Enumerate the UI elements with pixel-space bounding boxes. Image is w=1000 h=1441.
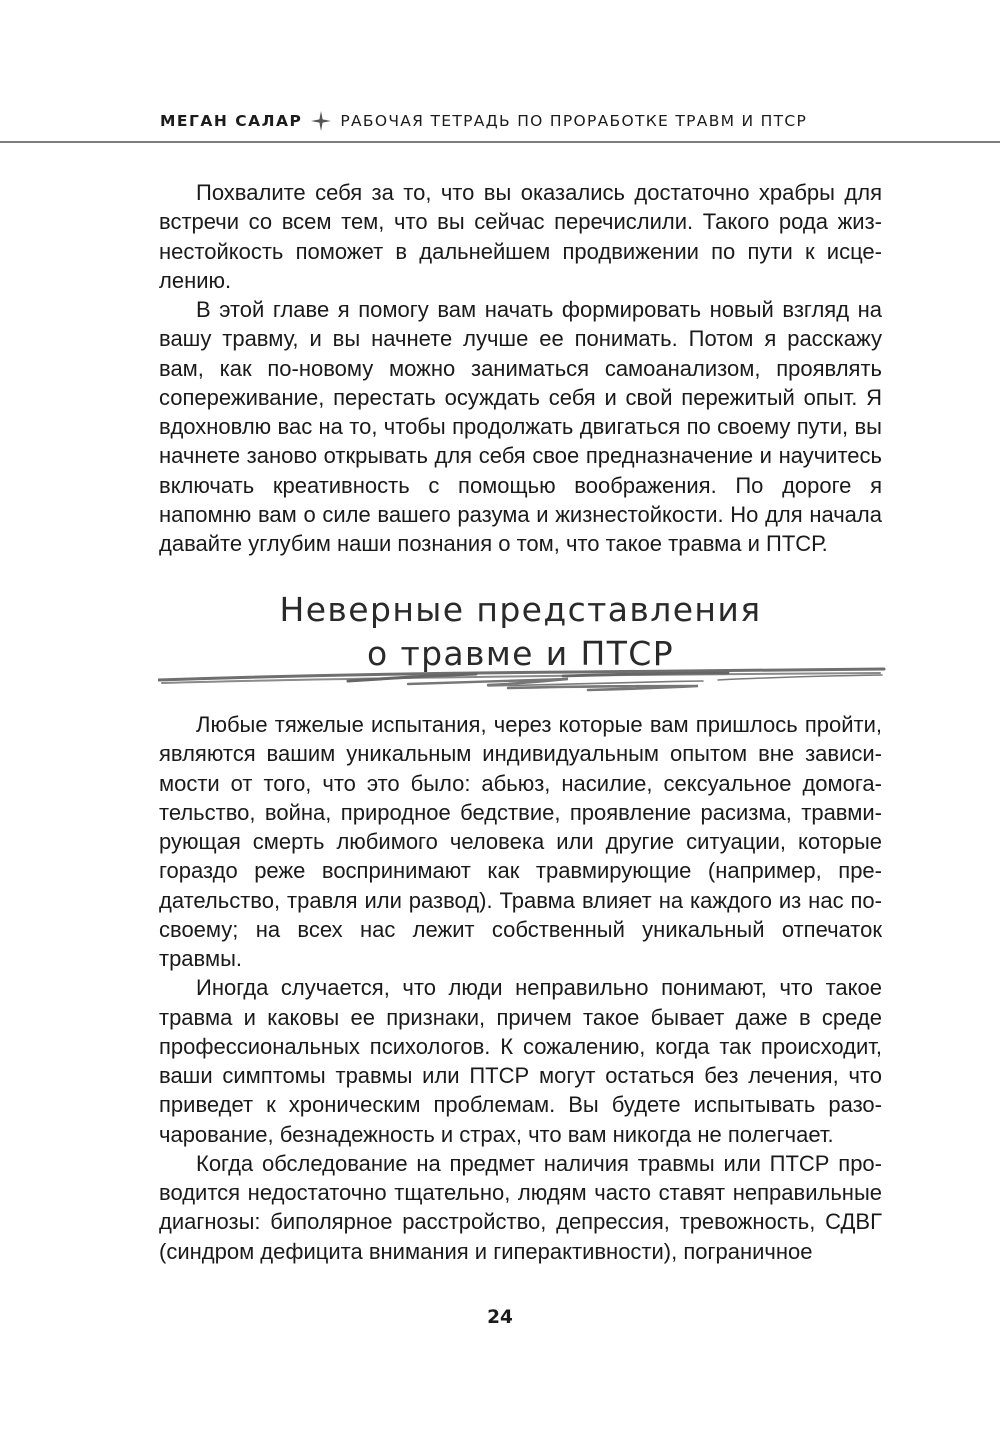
- four-point-star-icon: [310, 110, 332, 132]
- section-paragraph-3: Когда обследование на предмет наличия травмы или ПТСР проводится недостаточно тщательно, людям часто ставят неправильные диагнозы: биполярное расстройство, депрессия, тревожность, СДВГ (синдром дефицита внимания и гиперактивности), пограничное: [159, 1150, 882, 1264]
- header-book-title: РАБОЧАЯ ТЕТРАДЬ ПО ПРОРАБОТКЕ ТРАВМ И ПТСР: [340, 112, 808, 130]
- header-author: МЕГАН САЛАР: [160, 112, 303, 130]
- header-rule: [0, 141, 1000, 143]
- intro-paragraph-2: В этой главе я помогу вам начать формировать новый взгляд на вашу травму, и вы начнете лучше ее понимать. Потом я расскажу вам, как по-новому можно заниматься самоанализом, проявлять сопереживание, перестать осуждать себя и свой пережитый опыт. Я вдохновлю вас на то, чтобы продолжать двигаться по своему пути, вы начнете заново открывать для себя свое предназначение и научитесь включать креативность с помощью воображения. По дороге я напомню вам о силе вашего разума и жизнестойкости. Но для начала давайте углубим наши познания о том, что такое травма и ПТСР.: [159, 297, 882, 556]
- section-title-line-1: Неверные представления: [279, 590, 762, 629]
- section-paragraph-1: Любые тяжелые испытания, через которые вам пришлось пройти, являются вашим уникальным индивидуальным опытом вне зависимости от того, что это было: абьюз, насилие, сексуальное домогательство, война, природное бедствие, проявление расизма, травмирующая смерть любимого человека или другие ситуации, которые гораздо реже воспринимают как травмирующие (например, предательство, травля или развод). Травма влияет на каждого из нас по-своему; на всех нас лежит собственный уникальный отпечаток травмы.: [159, 712, 882, 971]
- brush-stroke-divider-icon: [158, 662, 886, 694]
- intro-text: [159, 178, 882, 558]
- section-paragraph-2: Иногда случается, что люди неправильно понимают, что такое травма и каковы ее признаки, причем такое бывает даже в среде профессиональных психологов. К сожалению, когда так происходит, ваши симптомы травмы или ПТСР могут остаться без лечения, что приведет к хроническим проблемам. Вы будете испытывать разочарование, безнадежность и страх, что вам никогда не полегчает.: [159, 975, 882, 1147]
- section-body: [159, 710, 882, 1266]
- intro-paragraph-1: Похвалите себя за то, что вы оказались достаточно храбры для встречи со всем тем, что вы сейчас перечислили. Такого рода жизнестойкость поможет в дальнейшем продвижении по пути к исцелению.: [159, 180, 882, 293]
- running-header: [160, 107, 920, 135]
- page-number: 24: [487, 1307, 513, 1328]
- section-title-line-2: о травме и ПТСР: [366, 634, 675, 673]
